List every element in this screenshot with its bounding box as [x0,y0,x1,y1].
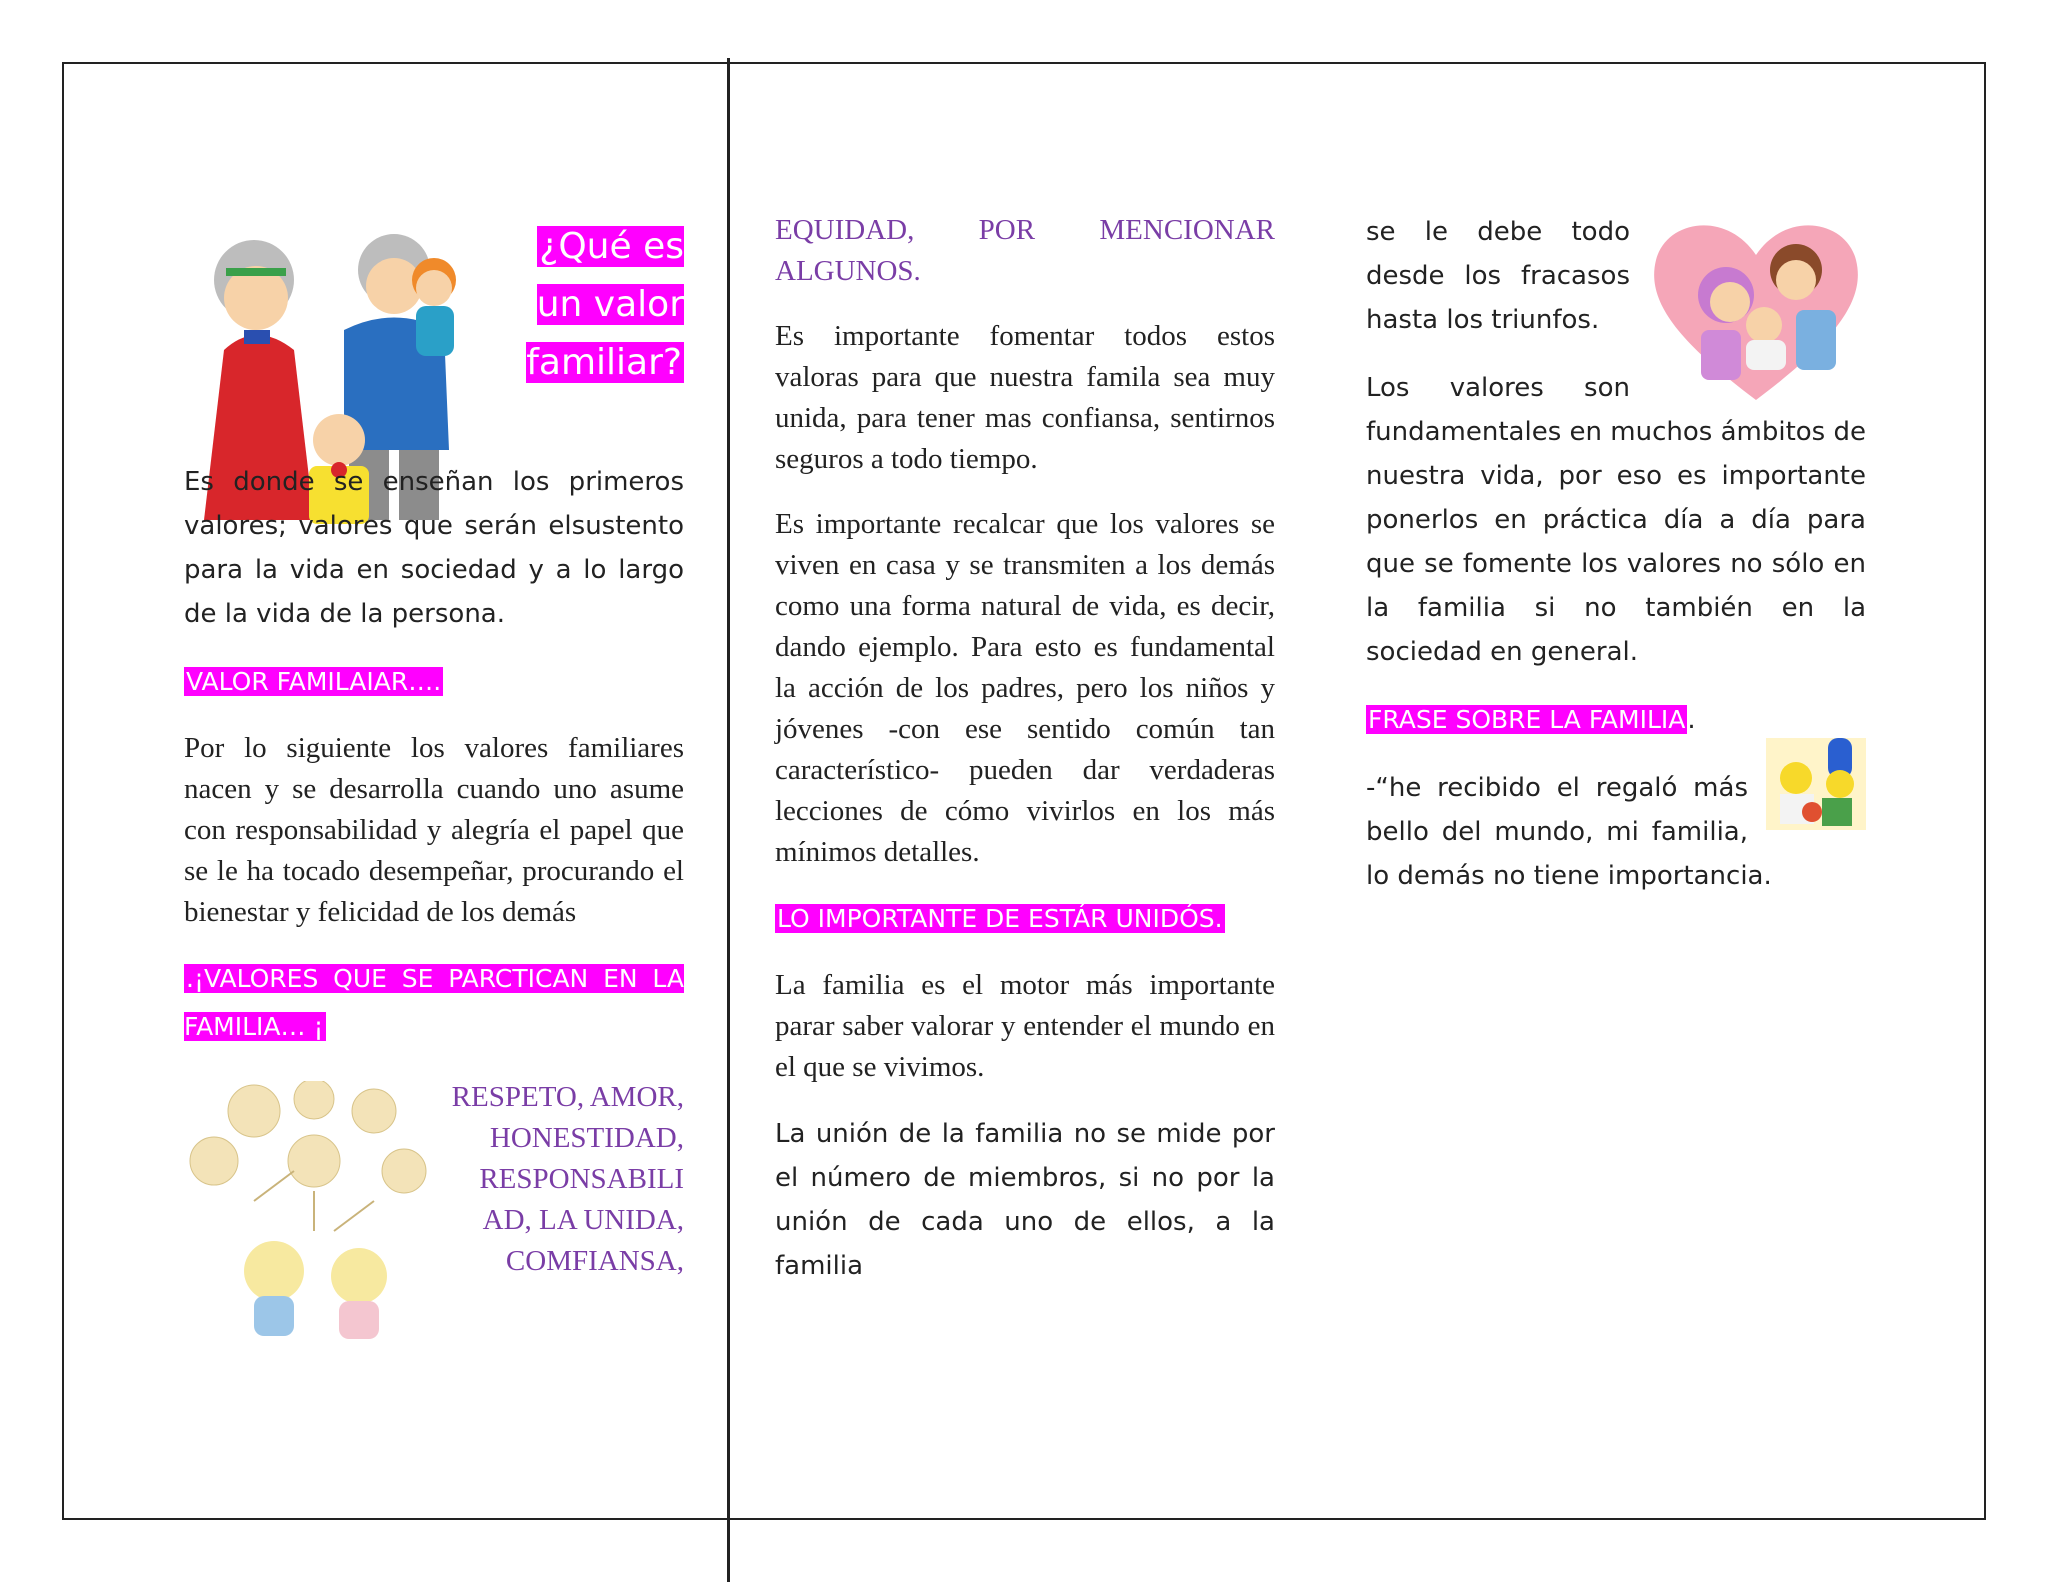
panel2-para2: Es importante recalcar que los valores se viven en casa y se transmiten a los demás como una forma natural de vida, es decir, dando ejemplo. Para esto es fundamental la acción de los padres, pero los niños y jóvenes -con ese sentido común tan característico- pueden dar verdaderas lecciones de cómo vivirlos en los más mínimos detalles. [775,508,1275,868]
panel1-intro: Es donde se enseñan los primeros valores; valores que serán elsustento para la vida en sociedad y a lo largo de la vida de la persona. [184,467,684,629]
panel-1 [184,210,684,1351]
fold-line [727,58,730,1582]
values-list-continued: EQUIDAD, POR MENCIONAR ALGUNOS. [775,214,1275,287]
heading-unidos: LO IMPORTANTE DE ESTÁR UNIDÓS. [777,904,1223,933]
family-quote: -“he recibido el regaló más bello del mundo, mi familia, lo demás no tiene importancia. [1366,773,1772,891]
panel2-para4: La unión de la familia no se mide por el número de miembros, si no por la unión de cada uno de ellos, a la familia [775,1119,1275,1281]
panel-2 [775,210,1275,1312]
values-list: RESPETO, AMOR, HONESTIDAD, RESPONSABILI AD, LA UNIDA, COMFIANSA, [451,1081,684,1277]
simpsons-illustration [1766,738,1866,830]
panel3-para1: se le debe todo desde los fracasos hasta los triunfos. [1366,217,1630,335]
heart-family-illustration [1646,210,1866,410]
panel3-para2: Los valores son fundamentales en muchos ámbitos de nuestra vida, por eso es importante ponerlos en práctica día a día para que se fomente los valores no sólo en la familia si no también en la sociedad en general. [1366,373,1866,667]
heading-valor-familiar: VALOR FAMILAIAR…. [186,667,442,696]
panel2-para1: Es importante fomentar todos estos valoras para que nuestra famila sea muy unida, para tener mas confiansa, sentirnos seguros a todo tiempo. [775,320,1275,475]
heading-frase: FRASE SOBRE LA FAMILIA. [1368,705,1696,735]
panel2-para3: La familia es el motor más importante parar saber valorar y entender el mundo en el que se vivimos. [775,969,1275,1083]
valor-familiar-text: Por lo siguiente los valores familiares nacen y se desarrolla cuando uno asume con responsabilidad y alegría el papel que se le ha tocado desempeñar, procurando el bienestar y felicidad de los demás [184,732,684,928]
values-children-illustration [184,1081,444,1351]
heading-valores-practican: .¡VALORES QUE SE PARCTICAN EN LA FAMILIA… ¡ [184,964,684,1041]
panel-3 [1366,210,1866,898]
panel1-title: ¿Qué es un valor familiar? [526,226,684,383]
